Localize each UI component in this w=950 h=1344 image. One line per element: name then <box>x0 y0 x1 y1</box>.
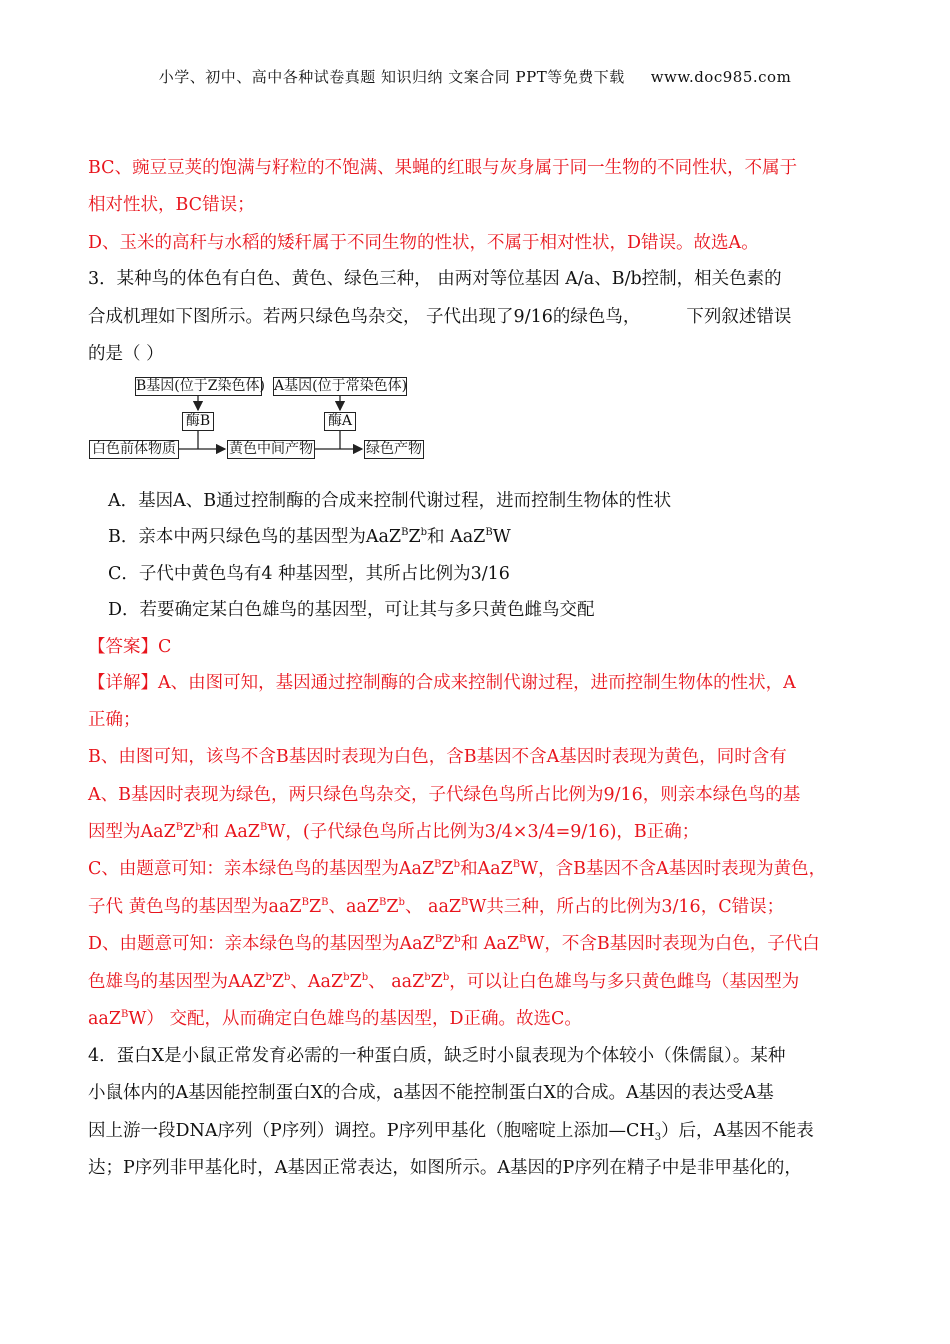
detail-line-d2: 色雄鸟的基因型为$AAZ^bZ^b$、$AaZ^bZ^b$、 $aaZ^bZ^b$，可以让白色雄鸟与多只黄色雌鸟（基因型为 <box>88 972 800 992</box>
option-c: C．子代中黄色鸟有4 种基因型，其所占比例为3/16 <box>108 564 510 584</box>
q3-line-1: 3．某种鸟的体色有白色、黄色、绿色三种， 由两对等位基因 A/a、B/b控制，相关色素的 <box>88 269 782 289</box>
detail-line-d3: aaZ$^B$W） 交配，从而确定白色雄鸟的基因型，D正确。故选C。 <box>88 1009 582 1029</box>
enzyme-a-box: 酶A <box>324 412 356 431</box>
detail-line-a2: 正确； <box>88 710 141 730</box>
q4-line-4: 达；P序列非甲基化时，A基因正常表达，如图所示。A基因的P序列在精子中是非甲基化的， <box>88 1158 802 1178</box>
detail-line-a1: 【详解】A、由图可知，基因通过控制酶的合成来控制代谢过程，进而控制生物体的性状，A <box>88 673 796 693</box>
page-header <box>0 66 950 87</box>
detail-line-b3: 因型为$AaZ^BZ^b$和 AaZ$^B$W，(子代绿色鸟所占比例为3/4×3/4=9/16)，B正确； <box>88 822 700 842</box>
q3-line-3: 的是（ ） <box>88 344 164 364</box>
detail-label: 【详解】 <box>88 673 158 693</box>
answer-label: 【答案】 <box>88 637 158 657</box>
option-a: A．基因A、B通过控制酶的合成来控制代谢过程，进而控制生物体的性状 <box>108 491 672 511</box>
detail-line-c1: C、由题意可知：亲本绿色鸟的基因型为$AaZ^BZ^b$和AaZ$^B$W，含B基因不含A基因时表现为黄色， <box>88 859 827 879</box>
prev-line-1: BC、豌豆豆荚的饱满与籽粒的不饱满、果蝇的红眼与灰身属于同一生物的不同性状，不属于 <box>88 158 798 178</box>
yellow-intermediate-box: 黄色中间产物 <box>229 441 313 457</box>
detail-line-b1: B、由图可知，该鸟不含B基因时表现为白色，含B基因不含A基因时表现为黄色，同时含有 <box>88 747 787 767</box>
answer-value: C <box>158 637 172 657</box>
option-d: D．若要确定某白色雄鸟的基因型，可让其与多只黄色雌鸟交配 <box>108 600 595 620</box>
green-product-box: 绿色产物 <box>366 441 422 457</box>
gene-a-box: A基因(位于常染色体) <box>274 378 408 394</box>
gene-b-box: B基因(位于Z染色体) <box>136 378 265 394</box>
q3-line-2: 合成机理如下图所示。若两只绿色鸟杂交， 子代出现了9/16的绿色鸟， 下列叙述错误 <box>88 307 792 327</box>
answer <box>88 635 171 659</box>
white-precursor-box: 白色前体物质 <box>89 440 179 459</box>
enzyme-b-box: 酶B <box>182 412 214 431</box>
option-b: B．亲本中两只绿色鸟的基因型为$AaZ^BZ^b$和 AaZ$^B$W <box>108 527 511 547</box>
detail-line-b2: A、B基因时表现为绿色，两只绿色鸟杂交，子代绿色鸟所占比例为9/16，则亲本绿色鸟的基 <box>88 785 801 805</box>
q4-line-1: 4．蛋白X是小鼠正常发育必需的一种蛋白质，缺乏时小鼠表现为个体较小（侏儒鼠）。某种 <box>88 1046 786 1066</box>
detail-line-d1: D、由题意可知：亲本绿色鸟的基因型为$AaZ^BZ^b$和 AaZ$^B$W，不含B基因时表现为白色，子代白 <box>88 934 820 954</box>
header-title: 小学、初中、高中各种试卷真题 知识归纳 文案合同 PPT等免费下载 <box>158 68 625 86</box>
q4-line-2: 小鼠体内的A基因能控制蛋白X的合成，a基因不能控制蛋白X的合成。A基因的表达受A基 <box>88 1083 774 1103</box>
detail-line-c2: 子代 黄色鸟的基因型为$aaZ^BZ^B$、$aaZ^BZ^b$、 aaZ$^B$W共三种，所占的比例为3/16，C错误； <box>88 897 785 917</box>
prev-line-3: D、玉米的高秆与水稻的矮秆属于不同生物的性状，不属于相对性状，D错误。故选A。 <box>88 233 759 253</box>
q4-line-3: 因上游一段DNA序列（P序列）调控。P序列甲基化（胞嘧啶上添加$—CH_3$）后，A基因不能表 <box>88 1121 814 1143</box>
header-url[interactable]: www.doc985.com <box>650 68 792 86</box>
prev-line-2: 相对性状，BC错误； <box>88 195 255 215</box>
